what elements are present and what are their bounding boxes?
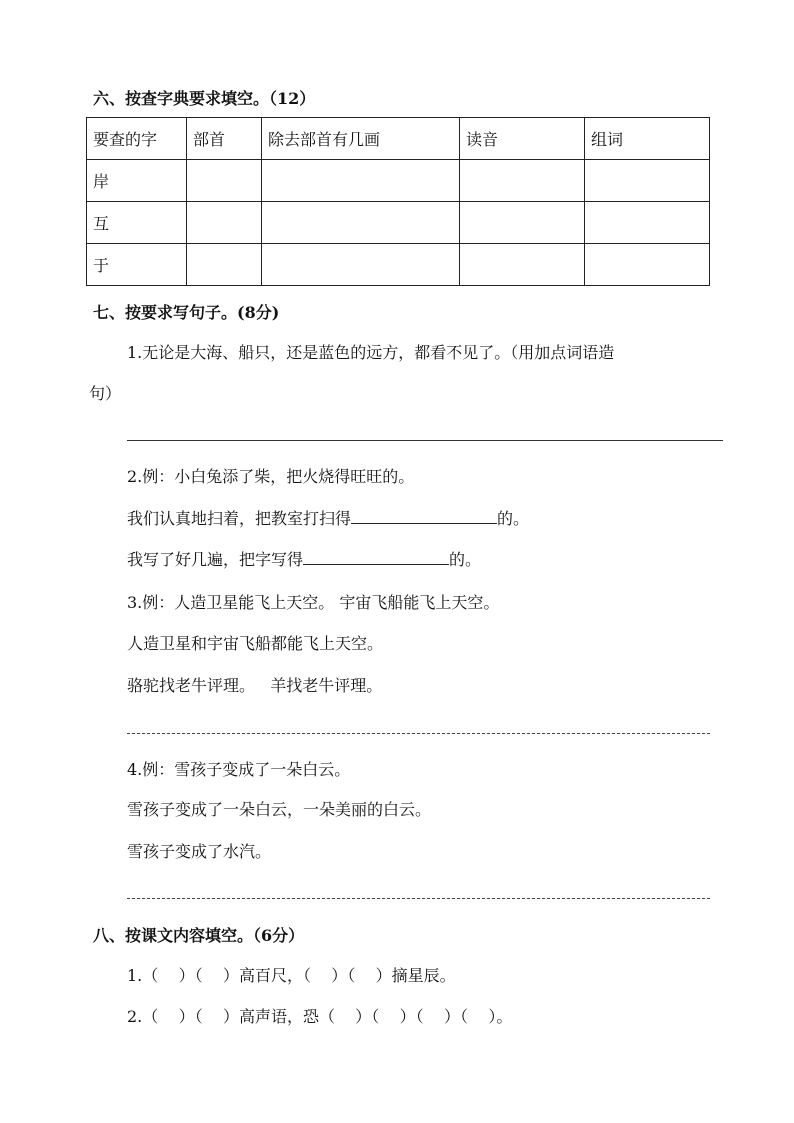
answer-cell[interactable] xyxy=(585,202,710,244)
answer-line[interactable] xyxy=(127,898,710,899)
answer-cell[interactable] xyxy=(187,160,262,202)
answer-line[interactable] xyxy=(127,440,723,441)
answer-cell[interactable] xyxy=(460,244,585,286)
table-row xyxy=(87,202,710,244)
answer-cell[interactable] xyxy=(460,160,585,202)
fill-line-2: 2.（ ）（ ）高声语，恐（ ）（ ）（ ）（ ）。 xyxy=(127,1007,513,1026)
question-1-line-2: 句） xyxy=(89,384,122,403)
answer-line[interactable] xyxy=(127,733,710,734)
sentence-b-end: 的。 xyxy=(449,550,482,569)
section-6-title: 六、按查字典要求填空。（12） xyxy=(93,89,316,108)
sentence-a-end: 的。 xyxy=(497,509,530,528)
header-cell: 读音 xyxy=(460,118,585,160)
dictionary-table xyxy=(86,117,710,286)
character-cell: 互 xyxy=(87,202,187,244)
table-header-row xyxy=(87,118,710,160)
header-cell: 组词 xyxy=(585,118,710,160)
fill-blank[interactable] xyxy=(303,549,449,565)
question-4-example: 4.例：雪孩子变成了一朵白云。 xyxy=(127,760,351,779)
table-row xyxy=(87,160,710,202)
table-row xyxy=(87,244,710,286)
answer-cell[interactable] xyxy=(187,244,262,286)
answer-cell[interactable] xyxy=(585,244,710,286)
sentence-a-start: 我们认真地扫着，把教室打扫得 xyxy=(127,509,352,528)
question-4-answer: 雪孩子变成了一朵白云，一朵美丽的白云。 xyxy=(127,800,432,819)
question-2-example: 2.例：小白兔添了柴，把火烧得旺旺的。 xyxy=(127,467,415,486)
header-cell: 要查的字 xyxy=(87,118,187,160)
answer-cell[interactable] xyxy=(262,202,460,244)
answer-cell[interactable] xyxy=(585,160,710,202)
answer-cell[interactable] xyxy=(187,202,262,244)
question-4-task: 雪孩子变成了水汽。 xyxy=(127,842,272,861)
section-7-title: 七、按要求写句子。(8分) xyxy=(93,303,280,322)
question-1-line-1: 1.无论是大海、船只，还是蓝色的远方，都看不见了。（用加点词语造 xyxy=(127,343,615,362)
question-3-task: 骆驼找老牛评理。 羊找老牛评理。 xyxy=(127,676,383,695)
section-8-title: 八、按课文内容填空。（6分） xyxy=(93,926,305,945)
answer-cell[interactable] xyxy=(460,202,585,244)
header-cell: 除去部首有几画 xyxy=(262,118,460,160)
answer-cell[interactable] xyxy=(262,160,460,202)
question-2-sentence-a xyxy=(127,506,529,529)
fill-blank[interactable] xyxy=(351,508,497,524)
question-2-sentence-b xyxy=(127,547,481,570)
sentence-b-start: 我写了好几遍，把字写得 xyxy=(127,550,304,569)
header-cell: 部首 xyxy=(187,118,262,160)
character-cell: 于 xyxy=(87,244,187,286)
character-cell: 岸 xyxy=(87,160,187,202)
question-3-example: 3.例：人造卫星能飞上天空。 宇宙飞船能飞上天空。 xyxy=(127,593,500,612)
answer-cell[interactable] xyxy=(262,244,460,286)
question-3-answer: 人造卫星和宇宙飞船都能飞上天空。 xyxy=(127,634,384,653)
fill-line-1: 1.（ ）（ ）高百尺，（ ）（ ）摘星辰。 xyxy=(127,966,456,985)
